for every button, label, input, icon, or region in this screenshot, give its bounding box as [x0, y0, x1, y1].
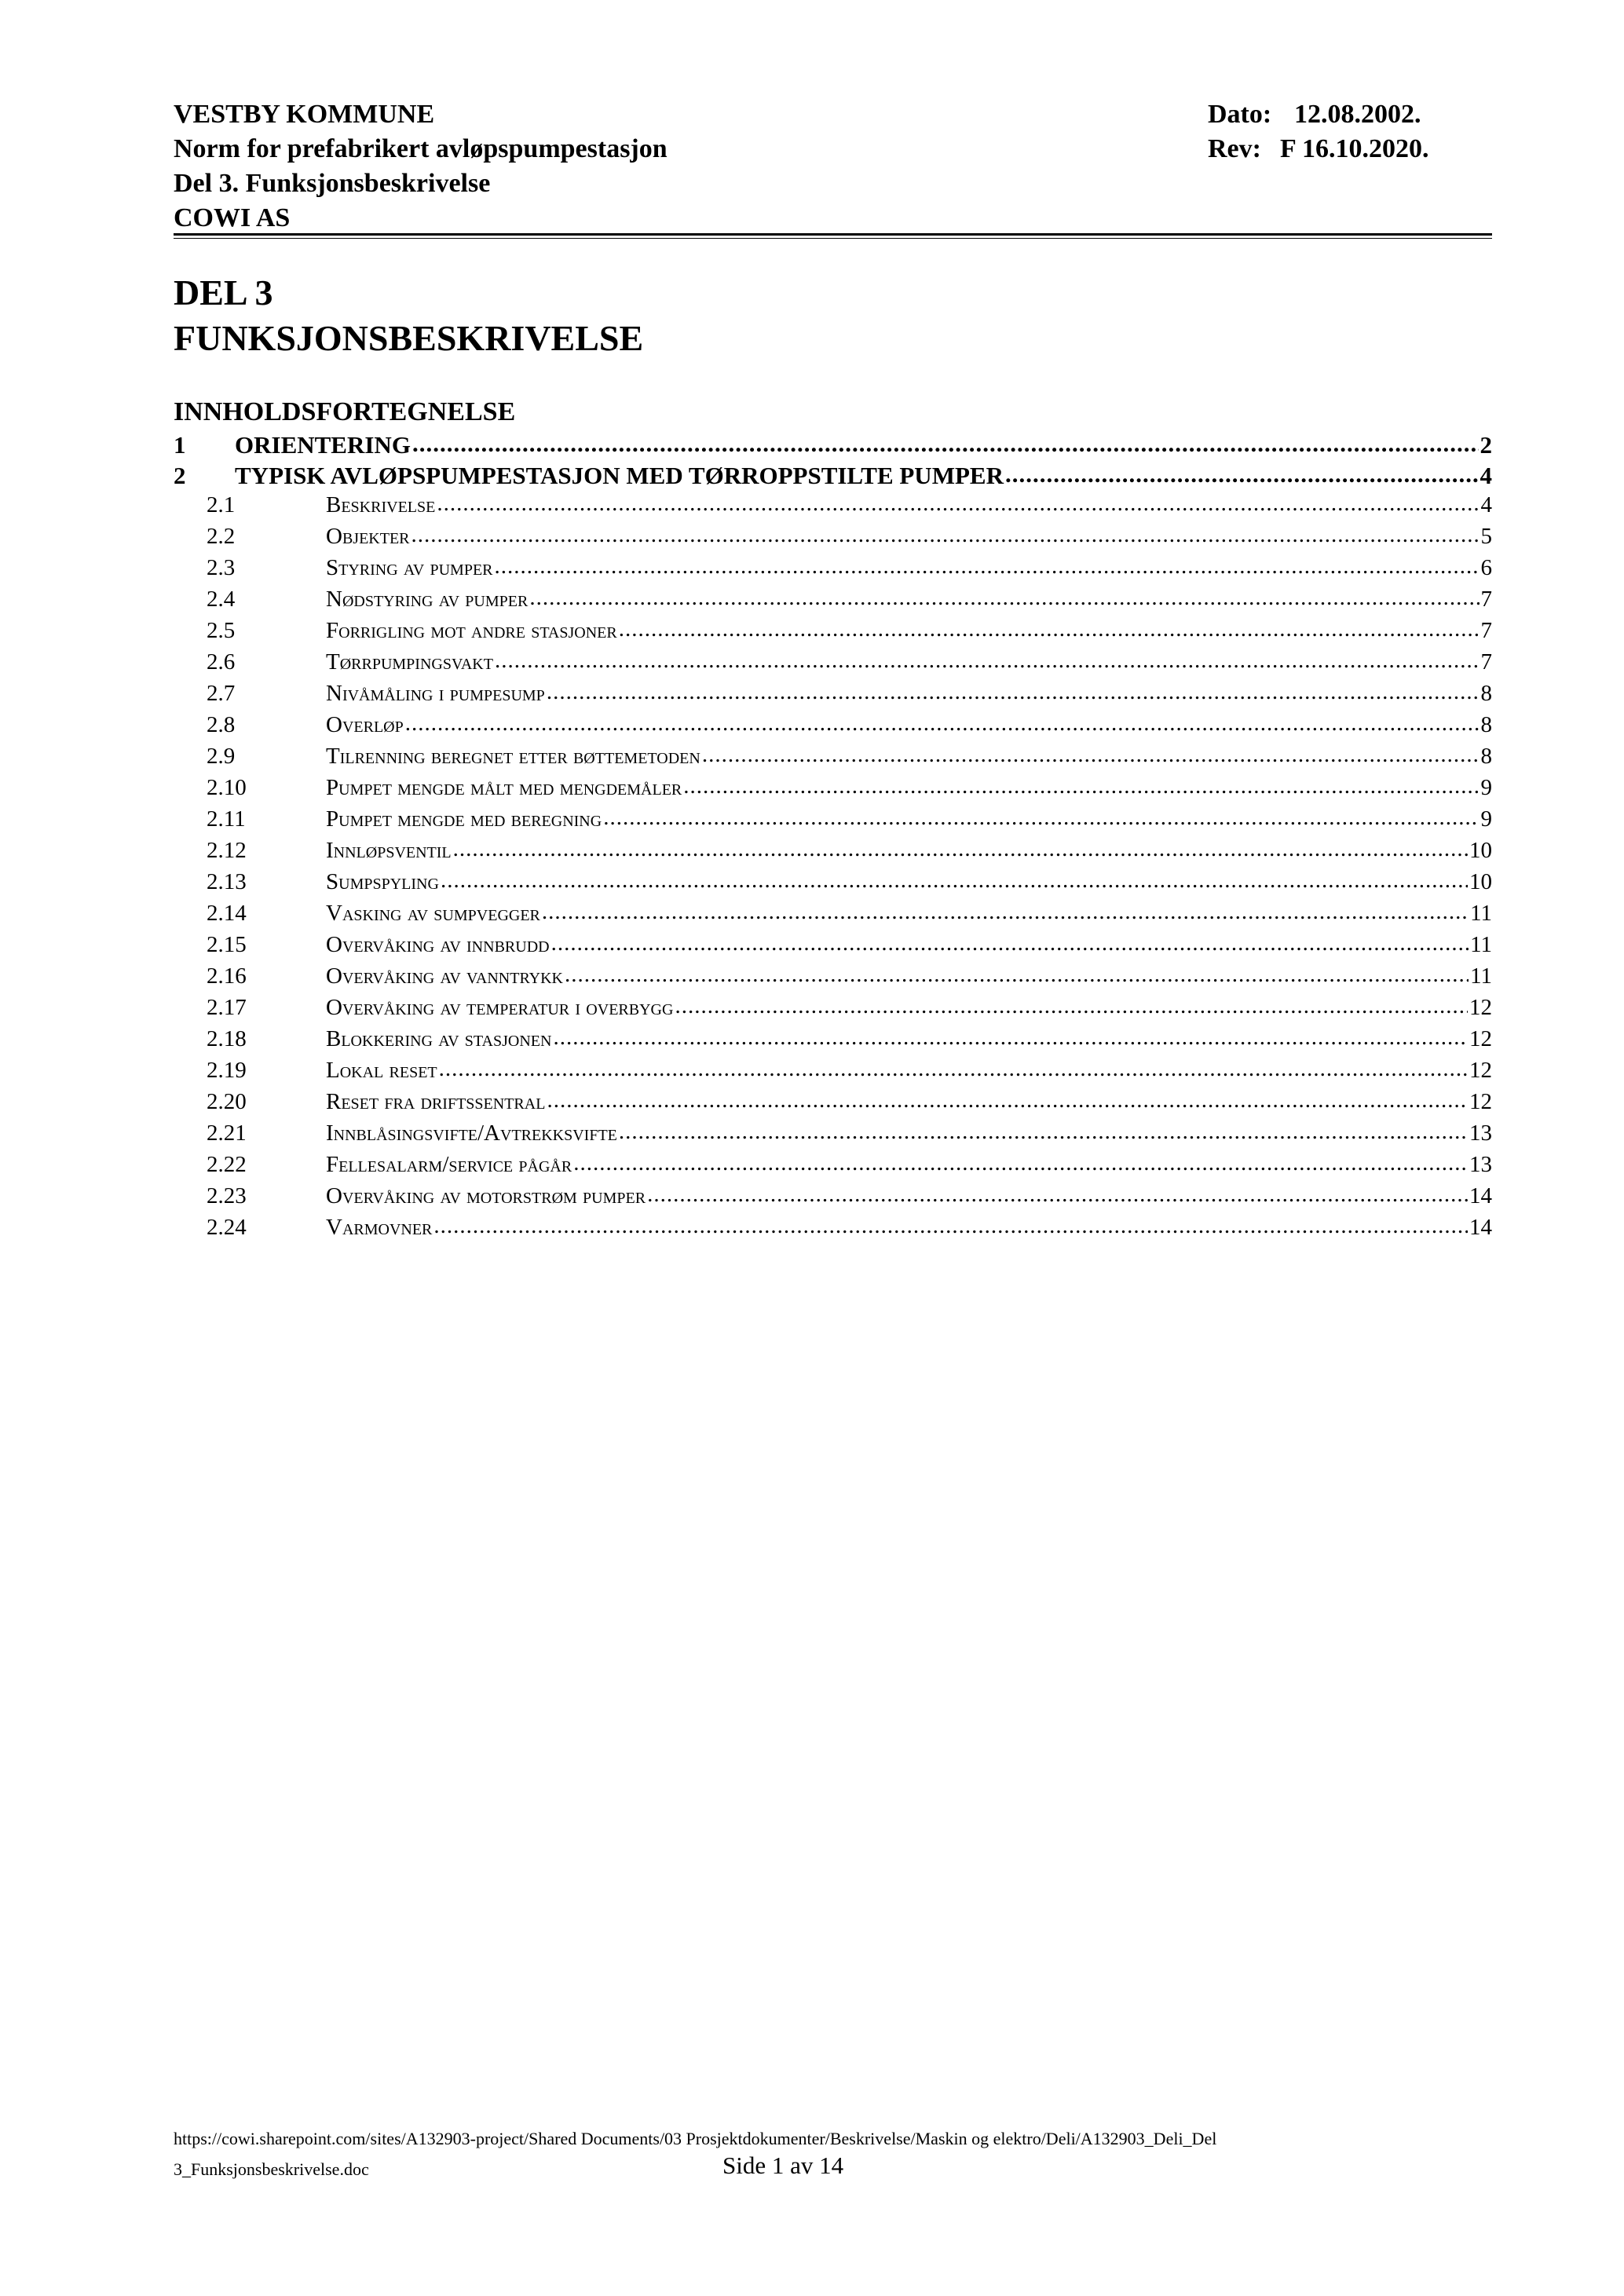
toc-entry[interactable] — [174, 869, 1492, 901]
header-author: COWI AS — [174, 203, 291, 232]
toc-dot-leader — [437, 491, 1479, 517]
toc-entry-page: 8 — [1480, 744, 1492, 769]
toc-entry-title[interactable]: Nødstyring av pumper — [326, 587, 529, 612]
toc-entry[interactable] — [174, 431, 1492, 462]
toc-entry-number: 2.21 — [207, 1121, 247, 1146]
header-organization: VESTBY KOMMUNE — [174, 100, 435, 129]
toc-entry-number: 2.14 — [207, 901, 247, 926]
toc-entry-number: 2.24 — [207, 1215, 247, 1240]
toc-entry-number: 2.17 — [207, 995, 247, 1020]
toc-dot-leader — [412, 430, 1479, 458]
toc-entry-page: 8 — [1480, 712, 1492, 737]
toc-dot-leader — [619, 616, 1480, 642]
header-document-name: Norm for prefabrikert avløpspumpestasjon — [174, 134, 668, 163]
date-label: Dato: — [1208, 100, 1272, 129]
footer-file-name: 3_Funksjonsbeskrivelse.doc — [174, 2159, 369, 2179]
toc-entry-number: 2.12 — [207, 838, 247, 863]
toc-entry-title[interactable]: TYPISK AVLØPSPUMPESTASJON MED TØRROPPSTILTE PUMPER — [235, 462, 1004, 489]
toc-dot-leader — [405, 711, 1480, 737]
date-value: 12.08.2002. — [1294, 100, 1421, 129]
toc-entry-title[interactable]: Innløpsventil — [326, 838, 452, 863]
toc-dot-leader — [441, 868, 1468, 894]
toc-entry-page: 11 — [1470, 963, 1492, 989]
toc-entry-title[interactable]: Sumpspyling — [326, 869, 439, 894]
rev-label: Rev: — [1208, 134, 1261, 163]
toc-entry-title[interactable]: Pumpet mengde med beregning — [326, 806, 602, 832]
toc-entry-number: 2.7 — [207, 681, 236, 706]
toc-dot-leader — [702, 742, 1480, 768]
toc-entry[interactable] — [174, 555, 1492, 587]
footer-file-path: https://cowi.sharepoint.com/sites/A132903-project/Shared Documents/03 Prosjektdokumenter/Beskrivelse/Maskin og elektro/Deli/A132903_Deli_Del — [174, 2129, 1217, 2148]
toc-entry[interactable] — [174, 1183, 1492, 1215]
toc-entry-number: 2.19 — [207, 1058, 247, 1083]
page-title-line2: FUNKSJONSBESKRIVELSE — [174, 318, 644, 358]
toc-entry-number: 2 — [174, 462, 186, 489]
toc-dot-leader — [547, 1088, 1468, 1113]
toc-entry-page: 12 — [1469, 1058, 1492, 1083]
toc-entry-page: 12 — [1469, 1026, 1492, 1051]
toc-entry[interactable] — [174, 932, 1492, 963]
toc-entry-title[interactable]: Overløp — [326, 712, 404, 737]
toc-dot-leader — [453, 836, 1468, 862]
header-divider — [174, 233, 1492, 236]
toc-entry[interactable] — [174, 462, 1492, 492]
toc-entry-number: 2.22 — [207, 1152, 247, 1177]
toc-entry[interactable] — [174, 587, 1492, 618]
toc-dot-leader — [495, 648, 1480, 674]
toc-entry[interactable] — [174, 1152, 1492, 1183]
toc-entry-title[interactable]: Pumpet mengde målt med mengdemåler — [326, 775, 682, 800]
toc-entry-title[interactable]: Nivåmåling i pumpesump — [326, 681, 545, 706]
toc-entry[interactable] — [174, 838, 1492, 869]
toc-entry-title[interactable]: Overvåking av temperatur i overbygg — [326, 995, 674, 1020]
toc-entry-page: 6 — [1480, 555, 1492, 580]
toc-entry-title[interactable]: Tørrpumpingsvakt — [326, 649, 493, 675]
toc-entry[interactable] — [174, 649, 1492, 681]
toc-entry-page: 13 — [1469, 1121, 1492, 1146]
toc-entry-title[interactable]: Beskrivelse — [326, 492, 436, 517]
footer-page-number: Side 1 av 14 — [722, 2152, 844, 2179]
toc-entry-title[interactable]: Overvåking av motorstrøm pumper — [326, 1183, 646, 1208]
toc-entry-page: 7 — [1480, 649, 1492, 675]
toc-entry-number: 2.5 — [207, 618, 236, 643]
toc-dot-leader — [565, 962, 1469, 988]
toc-entry-title[interactable]: Innblåsingsvifte/Avtrekksvifte — [326, 1121, 617, 1146]
toc-dot-leader — [603, 805, 1479, 831]
page-title — [174, 270, 643, 361]
toc-entry-page: 12 — [1469, 1089, 1492, 1114]
rev-value: F 16.10.2020. — [1280, 134, 1429, 163]
toc-entry[interactable] — [174, 524, 1492, 555]
toc-dot-leader — [542, 899, 1469, 925]
table-of-contents — [174, 431, 1492, 1246]
toc-entry-page: 8 — [1480, 681, 1492, 706]
toc-entry[interactable] — [174, 1121, 1492, 1152]
toc-dot-leader — [683, 773, 1479, 799]
header-left-block — [174, 97, 668, 236]
toc-entry-number: 2.4 — [207, 587, 236, 612]
toc-dot-leader — [675, 993, 1468, 1019]
toc-entry-title[interactable]: Forrigling mot andre stasjoner — [326, 618, 617, 643]
toc-entry-title[interactable]: Styring av pumper — [326, 555, 493, 580]
toc-entry-number: 2.9 — [207, 744, 236, 769]
toc-dot-leader — [573, 1150, 1468, 1176]
toc-entry-number: 2.11 — [207, 806, 246, 832]
toc-dot-leader — [495, 554, 1480, 579]
toc-entry-title[interactable]: ORIENTERING — [235, 431, 411, 459]
toc-entry-number: 2.1 — [207, 492, 236, 517]
toc-entry[interactable] — [174, 963, 1492, 995]
toc-entry[interactable] — [174, 744, 1492, 775]
toc-entry-title[interactable]: Blokkering av stasjonen — [326, 1026, 552, 1051]
toc-entry[interactable] — [174, 1215, 1492, 1246]
toc-dot-leader — [551, 930, 1469, 956]
toc-entry-page: 2 — [1480, 431, 1492, 459]
toc-entry-page: 11 — [1470, 932, 1492, 957]
toc-entry[interactable] — [174, 995, 1492, 1026]
toc-entry[interactable] — [174, 1089, 1492, 1121]
toc-entry-page: 14 — [1469, 1183, 1492, 1208]
toc-entry-number: 2.16 — [207, 963, 247, 989]
toc-dot-leader — [433, 1213, 1468, 1239]
toc-entry[interactable] — [174, 492, 1492, 524]
toc-entry-number: 2.15 — [207, 932, 247, 957]
header-right-block — [1208, 97, 1429, 166]
toc-entry-page: 10 — [1469, 838, 1492, 863]
toc-entry-number: 2.8 — [207, 712, 236, 737]
toc-entry[interactable] — [174, 712, 1492, 744]
toc-entry-title[interactable]: Reset fra driftssentral — [326, 1089, 546, 1114]
header-part: Del 3. Funksjonsbeskrivelse — [174, 169, 491, 198]
toc-entry-number: 2.6 — [207, 649, 236, 675]
toc-dot-leader — [411, 522, 1480, 548]
toc-entry[interactable] — [174, 618, 1492, 649]
header-divider-thin — [174, 238, 1492, 239]
toc-entry[interactable] — [174, 901, 1492, 932]
toc-entry-number: 2.13 — [207, 869, 247, 894]
toc-entry-number: 2.18 — [207, 1026, 247, 1051]
toc-entry-page: 5 — [1480, 524, 1492, 549]
toc-entry-page: 4 — [1480, 492, 1492, 517]
toc-entry-number: 2.2 — [207, 524, 236, 549]
toc-entry-title[interactable]: Vasking av sumpvegger — [326, 901, 540, 926]
toc-entry[interactable] — [174, 681, 1492, 712]
toc-entry-page: 10 — [1469, 869, 1492, 894]
toc-entry-title[interactable]: Lokal reset — [326, 1058, 437, 1083]
toc-dot-leader — [619, 1119, 1468, 1145]
toc-entry-page: 14 — [1469, 1215, 1492, 1240]
toc-entry-page: 9 — [1480, 775, 1492, 800]
toc-dot-leader — [1005, 460, 1479, 488]
toc-entry-number: 2.23 — [207, 1183, 247, 1208]
toc-dot-leader — [547, 679, 1480, 705]
toc-entry[interactable] — [174, 775, 1492, 806]
toc-entry-title[interactable]: Overvåking av vanntrykk — [326, 963, 564, 989]
toc-dot-leader — [553, 1025, 1468, 1051]
toc-entry[interactable] — [174, 1026, 1492, 1058]
toc-dot-leader — [439, 1056, 1468, 1082]
toc-entry[interactable] — [174, 1058, 1492, 1089]
header-rev-row — [1208, 132, 1429, 166]
toc-entry-page: 11 — [1470, 901, 1492, 926]
toc-heading: INNHOLDSFORTEGNELSE — [174, 397, 516, 426]
toc-entry-number: 1 — [174, 431, 186, 459]
toc-dot-leader — [647, 1182, 1468, 1208]
toc-entry-page: 9 — [1480, 806, 1492, 832]
toc-entry[interactable] — [174, 806, 1492, 838]
toc-entry-number: 2.10 — [207, 775, 247, 800]
toc-entry-title[interactable]: Fellesalarm/service pågår — [326, 1152, 572, 1177]
toc-entry-page: 12 — [1469, 995, 1492, 1020]
page-title-line1: DEL 3 — [174, 272, 273, 313]
toc-entry-title[interactable]: Varmovner — [326, 1215, 433, 1240]
toc-entry-title[interactable]: Overvåking av innbrudd — [326, 932, 550, 957]
toc-entry-number: 2.20 — [207, 1089, 247, 1114]
toc-entry-title[interactable]: Objekter — [326, 524, 410, 549]
toc-dot-leader — [529, 585, 1479, 611]
toc-entry-page: 13 — [1469, 1152, 1492, 1177]
header-date-row — [1208, 97, 1429, 132]
toc-entry-page: 4 — [1480, 462, 1492, 489]
toc-entry-title[interactable]: Tilrenning beregnet etter bøttemetoden — [326, 744, 700, 769]
toc-entry-page: 7 — [1480, 587, 1492, 612]
toc-entry-number: 2.3 — [207, 555, 236, 580]
toc-entry-page: 7 — [1480, 618, 1492, 643]
